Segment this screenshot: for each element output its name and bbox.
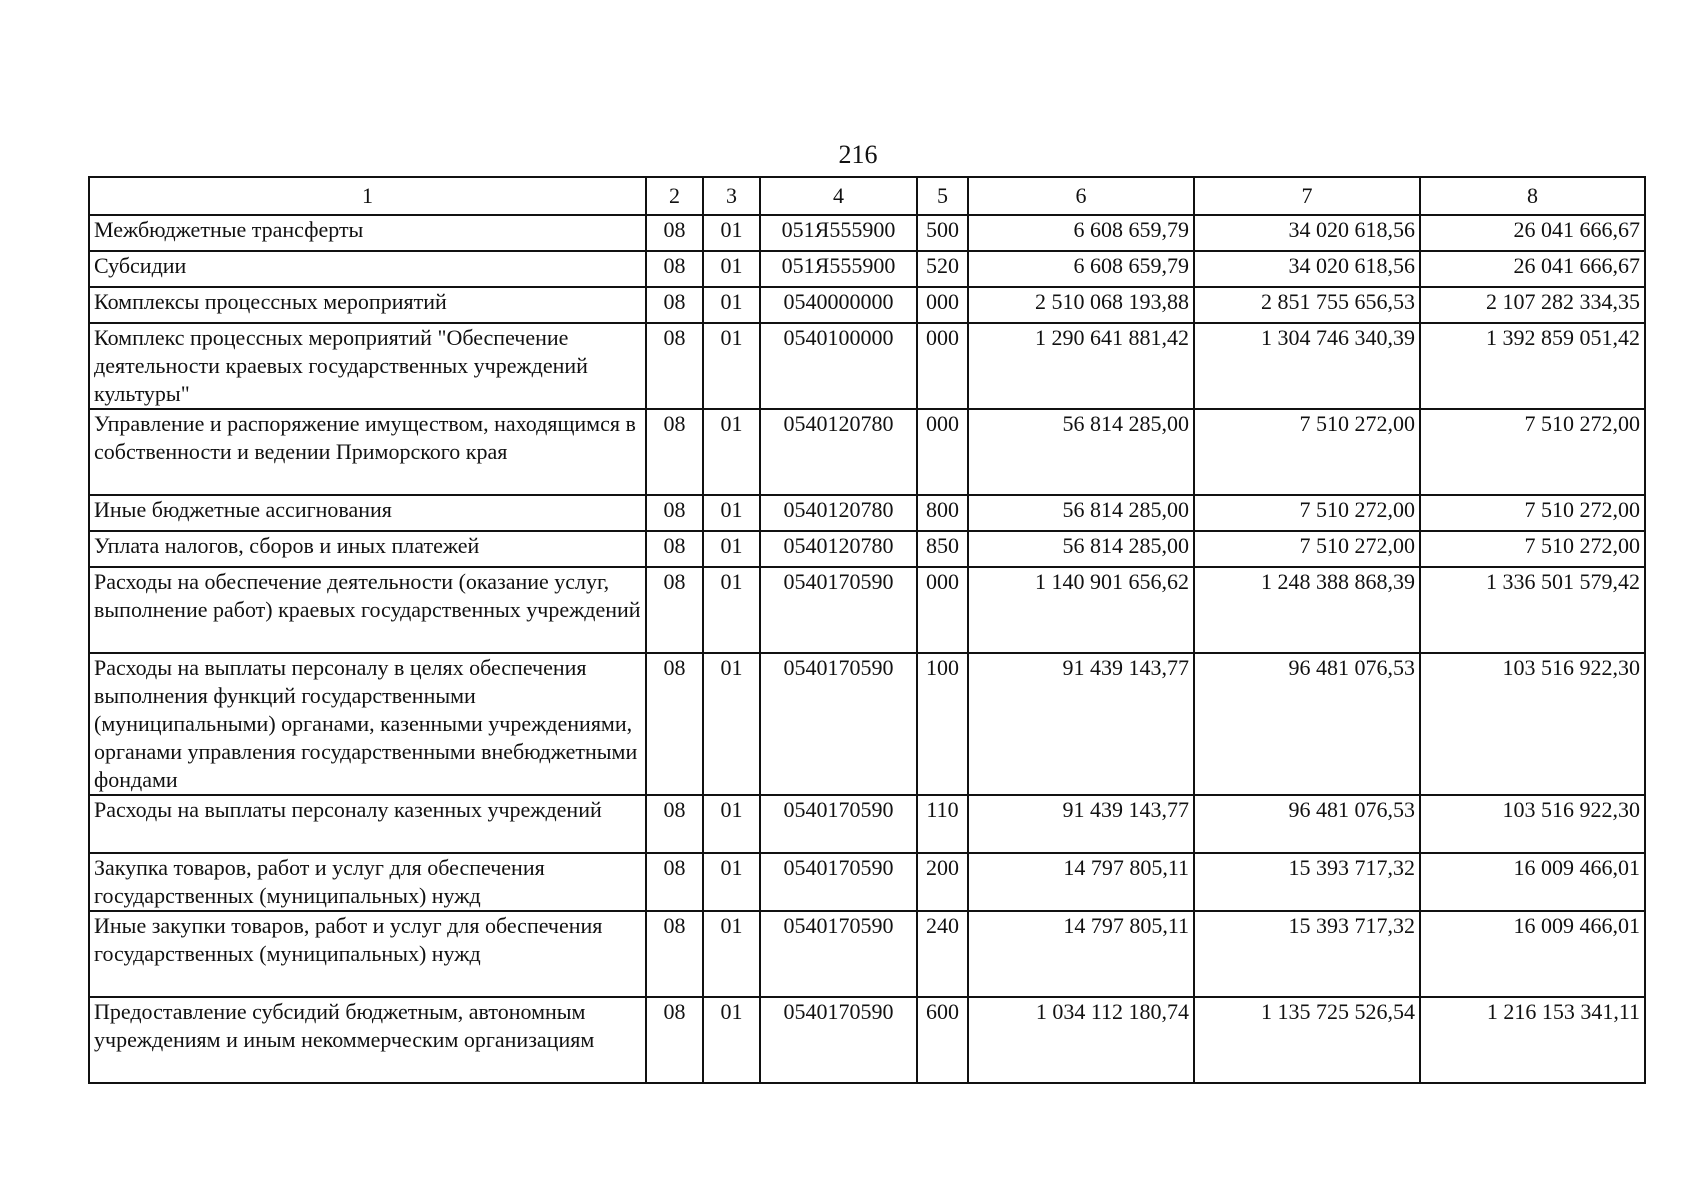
amount-col-7: 15 393 717,32 <box>1194 911 1420 997</box>
amount-col-8: 7 510 272,00 <box>1420 495 1645 531</box>
amount-col-7: 1 135 725 526,54 <box>1194 997 1420 1083</box>
amount-col-6: 91 439 143,77 <box>968 795 1194 853</box>
amount-col-7: 7 510 272,00 <box>1194 495 1420 531</box>
amount-col-6: 1 140 901 656,62 <box>968 567 1194 653</box>
target-article-code: 0540170590 <box>760 653 917 795</box>
expense-type-code: 850 <box>917 531 968 567</box>
amount-col-7: 2 851 755 656,53 <box>1194 287 1420 323</box>
amount-col-6: 6 608 659,79 <box>968 215 1194 251</box>
target-article-code: 0540120780 <box>760 531 917 567</box>
subsection-code: 01 <box>703 795 760 853</box>
column-header: 5 <box>917 177 968 215</box>
amount-col-8: 1 336 501 579,42 <box>1420 567 1645 653</box>
amount-col-6: 14 797 805,11 <box>968 911 1194 997</box>
expense-type-code: 000 <box>917 323 968 409</box>
amount-col-8: 7 510 272,00 <box>1420 409 1645 495</box>
table-row <box>89 251 1645 287</box>
amount-col-8: 26 041 666,67 <box>1420 215 1645 251</box>
section-code: 08 <box>646 911 703 997</box>
section-code: 08 <box>646 653 703 795</box>
amount-col-8: 1 216 153 341,11 <box>1420 997 1645 1083</box>
amount-col-8: 16 009 466,01 <box>1420 911 1645 997</box>
table-row <box>89 853 1645 911</box>
section-code: 08 <box>646 997 703 1083</box>
expense-type-code: 000 <box>917 567 968 653</box>
amount-col-7: 7 510 272,00 <box>1194 531 1420 567</box>
table-row <box>89 323 1645 409</box>
target-article-code: 051Я555900 <box>760 215 917 251</box>
target-article-code: 0540100000 <box>760 323 917 409</box>
table-row <box>89 215 1645 251</box>
amount-col-6: 56 814 285,00 <box>968 409 1194 495</box>
item-name: Управление и распоряжение имуществом, находящимся в собственности и ведении Приморского края <box>89 409 646 495</box>
target-article-code: 0540120780 <box>760 495 917 531</box>
section-code: 08 <box>646 251 703 287</box>
item-name: Иные бюджетные ассигнования <box>89 495 646 531</box>
section-code: 08 <box>646 323 703 409</box>
subsection-code: 01 <box>703 567 760 653</box>
amount-col-8: 26 041 666,67 <box>1420 251 1645 287</box>
table-row <box>89 997 1645 1083</box>
amount-col-7: 1 248 388 868,39 <box>1194 567 1420 653</box>
item-name: Межбюджетные трансферты <box>89 215 646 251</box>
table-row <box>89 495 1645 531</box>
amount-col-7: 34 020 618,56 <box>1194 215 1420 251</box>
item-name: Расходы на выплаты персоналу в целях обеспечения выполнения функций государственными (муниципальными) органами, казенными учреждениями, органами управления государственными внебюджетными фондами <box>89 653 646 795</box>
expense-type-code: 520 <box>917 251 968 287</box>
table-row <box>89 911 1645 997</box>
target-article-code: 0540170590 <box>760 853 917 911</box>
section-code: 08 <box>646 287 703 323</box>
column-header: 3 <box>703 177 760 215</box>
section-code: 08 <box>646 853 703 911</box>
amount-col-7: 96 481 076,53 <box>1194 653 1420 795</box>
table-row <box>89 653 1645 795</box>
amount-col-8: 103 516 922,30 <box>1420 653 1645 795</box>
subsection-code: 01 <box>703 997 760 1083</box>
amount-col-6: 56 814 285,00 <box>968 495 1194 531</box>
amount-col-8: 1 392 859 051,42 <box>1420 323 1645 409</box>
amount-col-7: 1 304 746 340,39 <box>1194 323 1420 409</box>
item-name: Субсидии <box>89 251 646 287</box>
subsection-code: 01 <box>703 409 760 495</box>
amount-col-6: 91 439 143,77 <box>968 653 1194 795</box>
subsection-code: 01 <box>703 323 760 409</box>
amount-col-7: 34 020 618,56 <box>1194 251 1420 287</box>
table-row <box>89 409 1645 495</box>
page-number: 216 <box>838 140 878 169</box>
expense-type-code: 000 <box>917 287 968 323</box>
subsection-code: 01 <box>703 853 760 911</box>
amount-col-6: 6 608 659,79 <box>968 251 1194 287</box>
column-header: 4 <box>760 177 917 215</box>
expense-type-code: 110 <box>917 795 968 853</box>
amount-col-6: 14 797 805,11 <box>968 853 1194 911</box>
target-article-code: 0540170590 <box>760 997 917 1083</box>
budget-table <box>88 176 1646 1084</box>
expense-type-code: 600 <box>917 997 968 1083</box>
table-row <box>89 287 1645 323</box>
amount-col-7: 96 481 076,53 <box>1194 795 1420 853</box>
subsection-code: 01 <box>703 911 760 997</box>
target-article-code: 0540000000 <box>760 287 917 323</box>
subsection-code: 01 <box>703 251 760 287</box>
column-header: 8 <box>1420 177 1645 215</box>
item-name: Расходы на обеспечение деятельности (оказание услуг, выполнение работ) краевых государственных учреждений <box>89 567 646 653</box>
expense-type-code: 200 <box>917 853 968 911</box>
table-row <box>89 567 1645 653</box>
item-name: Иные закупки товаров, работ и услуг для обеспечения государственных (муниципальных) нужд <box>89 911 646 997</box>
item-name: Закупка товаров, работ и услуг для обеспечения государственных (муниципальных) нужд <box>89 853 646 911</box>
amount-col-8: 103 516 922,30 <box>1420 795 1645 853</box>
subsection-code: 01 <box>703 215 760 251</box>
section-code: 08 <box>646 567 703 653</box>
section-code: 08 <box>646 531 703 567</box>
amount-col-6: 1 034 112 180,74 <box>968 997 1194 1083</box>
column-header: 6 <box>968 177 1194 215</box>
amount-col-6: 2 510 068 193,88 <box>968 287 1194 323</box>
amount-col-8: 16 009 466,01 <box>1420 853 1645 911</box>
table-row <box>89 795 1645 853</box>
item-name: Уплата налогов, сборов и иных платежей <box>89 531 646 567</box>
target-article-code: 051Я555900 <box>760 251 917 287</box>
amount-col-6: 56 814 285,00 <box>968 531 1194 567</box>
amount-col-7: 15 393 717,32 <box>1194 853 1420 911</box>
item-name: Комплекс процессных мероприятий "Обеспечение деятельности краевых государственных учреждений культуры" <box>89 323 646 409</box>
amount-col-8: 7 510 272,00 <box>1420 531 1645 567</box>
item-name: Расходы на выплаты персоналу казенных учреждений <box>89 795 646 853</box>
target-article-code: 0540170590 <box>760 567 917 653</box>
header-row <box>89 177 1645 215</box>
target-article-code: 0540120780 <box>760 409 917 495</box>
subsection-code: 01 <box>703 495 760 531</box>
target-article-code: 0540170590 <box>760 911 917 997</box>
expense-type-code: 000 <box>917 409 968 495</box>
item-name: Комплексы процессных мероприятий <box>89 287 646 323</box>
expense-type-code: 800 <box>917 495 968 531</box>
amount-col-7: 7 510 272,00 <box>1194 409 1420 495</box>
section-code: 08 <box>646 215 703 251</box>
subsection-code: 01 <box>703 531 760 567</box>
amount-col-6: 1 290 641 881,42 <box>968 323 1194 409</box>
amount-col-8: 2 107 282 334,35 <box>1420 287 1645 323</box>
subsection-code: 01 <box>703 287 760 323</box>
section-code: 08 <box>646 495 703 531</box>
expense-type-code: 100 <box>917 653 968 795</box>
column-header: 2 <box>646 177 703 215</box>
table-row <box>89 531 1645 567</box>
item-name: Предоставление субсидий бюджетным, автономным учреждениям и иным некоммерческим организациям <box>89 997 646 1083</box>
section-code: 08 <box>646 409 703 495</box>
expense-type-code: 240 <box>917 911 968 997</box>
subsection-code: 01 <box>703 653 760 795</box>
section-code: 08 <box>646 795 703 853</box>
expense-type-code: 500 <box>917 215 968 251</box>
column-header: 7 <box>1194 177 1420 215</box>
target-article-code: 0540170590 <box>760 795 917 853</box>
column-header: 1 <box>89 177 646 215</box>
